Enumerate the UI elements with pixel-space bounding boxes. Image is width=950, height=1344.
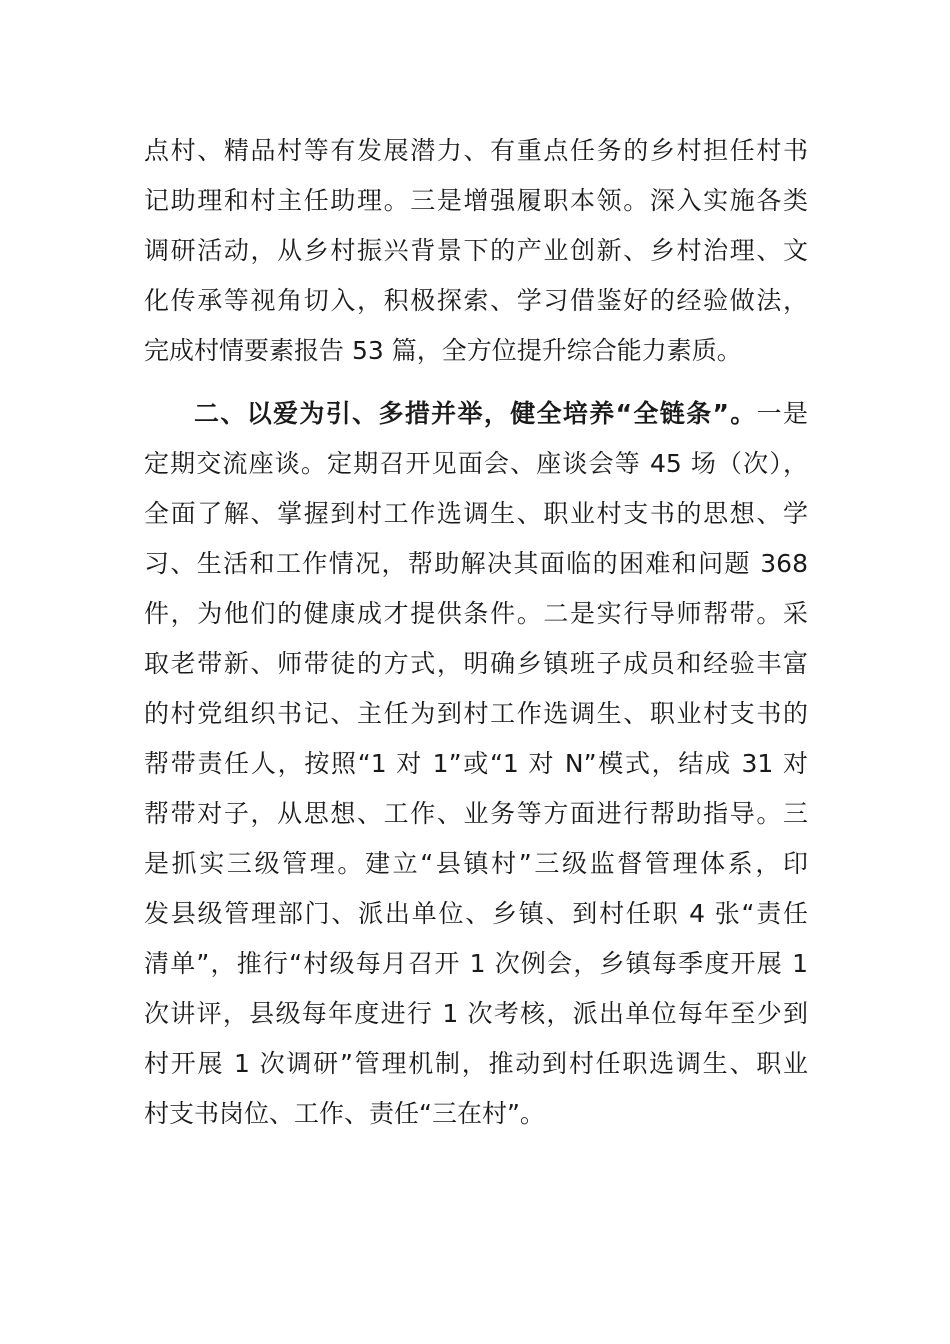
paragraph-1 (144, 126, 808, 376)
paragraph-line: 村开展 1 次调研”管理机制，推动到村任职选调生、职业 (144, 1049, 808, 1078)
paragraph-line: 的村党组织书记、主任为到村工作选调生、职业村支书的 (144, 699, 808, 728)
paragraph-line: 件，为他们的健康成才提供条件。二是实行导师帮带。采 (144, 599, 808, 628)
paragraph-line: 记助理和村主任助理。三是增强履职本领。深入实施各类 (144, 186, 808, 215)
paragraph-line: 取老带新、师带徒的方式，明确乡镇班子成员和经验丰富 (144, 649, 808, 678)
paragraph-2 (144, 389, 808, 1139)
paragraph-line: 帮带对子，从思想、工作、业务等方面进行帮助指导。三 (144, 799, 808, 828)
paragraph-line: 化传承等视角切入，积极探索、学习借鉴好的经验做法， (144, 286, 808, 315)
paragraph-line: 发县级管理部门、派出单位、乡镇、到村任职 4 张“责任 (144, 899, 808, 928)
paragraph-line: 习、生活和工作情况，帮助解决其面临的困难和问题 368 (144, 549, 808, 578)
paragraph-line: 次讲评，县级每年度进行 1 次考核，派出单位每年至少到 (144, 999, 808, 1028)
paragraph-line: 调研活动，从乡村振兴背景下的产业创新、乡村治理、文 (144, 236, 808, 265)
paragraph-line: 帮带责任人，按照“1 对 1”或“1 对 N”模式，结成 31 对 (144, 749, 808, 778)
paragraph-line: 清单”，推行“村级每月召开 1 次例会，乡镇每季度开展 1 (144, 949, 808, 978)
paragraph-line: 全面了解、掌握到村工作选调生、职业村支书的思想、学 (144, 499, 808, 528)
paragraph-line: 是抓实三级管理。建立“县镇村”三级监督管理体系，印 (144, 849, 808, 878)
paragraph-line: 村支书岗位、工作、责任“三在村”。 (144, 1099, 545, 1128)
paragraph-first-line (144, 389, 808, 439)
paragraph-line: 点村、精品村等有发展潜力、有重点任务的乡村担任村书 (144, 136, 808, 165)
paragraph-line: 完成村情要素报告 53 篇，全方位提升综合能力素质。 (144, 336, 742, 365)
paragraph-line: 定期交流座谈。定期召开见面会、座谈会等 45 场（次）， (144, 449, 808, 478)
paragraph-line-rest: 一是 (756, 399, 808, 428)
body-text (144, 126, 808, 1139)
section-heading: 二、以爱为引、多措并举，健全培养“全链条”。 (194, 399, 757, 428)
paragraph-spacer (144, 376, 808, 389)
